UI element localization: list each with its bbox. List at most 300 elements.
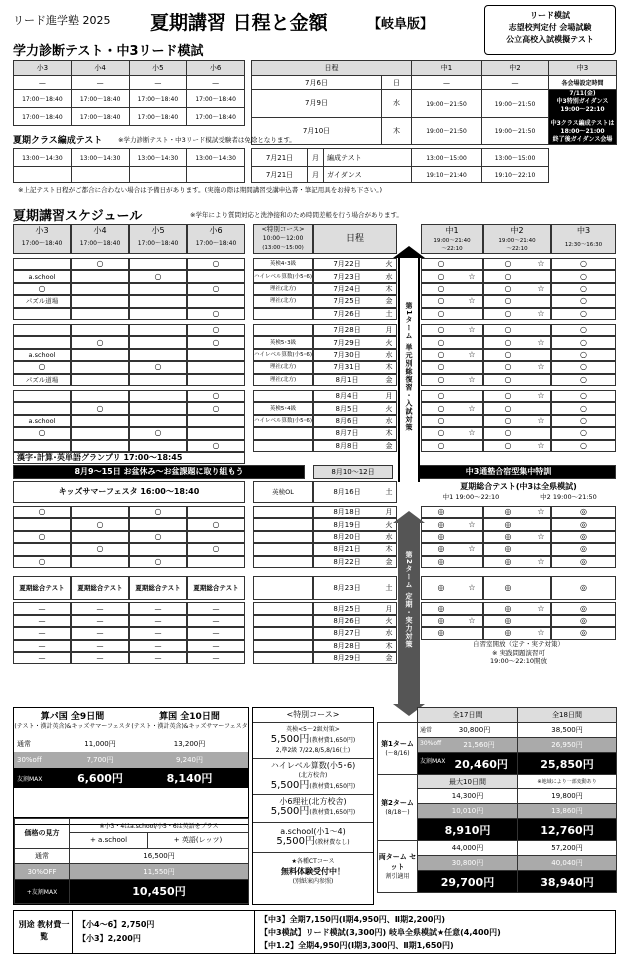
term2-name: 第2ターム xyxy=(381,798,414,807)
double-circle-mark: ◎ xyxy=(437,544,445,554)
cell: 19:00～21:50 xyxy=(482,117,549,145)
cell: 13:00～14:30 xyxy=(129,149,187,167)
materials-e1: 【小4～6】2,750円 xyxy=(78,920,155,929)
price-howto-table xyxy=(14,818,249,904)
circle-mark: ○ xyxy=(580,391,587,401)
chu-name: 中3 xyxy=(576,226,591,235)
double-circle-mark: ◎ xyxy=(580,519,587,529)
special-aschool xyxy=(253,822,373,848)
circle-mark: ○ xyxy=(212,544,220,554)
circle-mark: ○ xyxy=(437,415,445,425)
eiken-note: (教材費1,650円) xyxy=(309,737,356,744)
cell: 17:00～18:40 xyxy=(14,90,72,108)
star-mark: ☆ xyxy=(537,259,545,269)
cell: 17:00～18:40 xyxy=(71,90,129,108)
grade-cell xyxy=(129,258,187,270)
circle-mark: ○ xyxy=(154,362,162,372)
summary-test-label: 夏期総合テスト xyxy=(193,584,239,593)
date-head: 日程 xyxy=(345,234,364,244)
star-mark: ☆ xyxy=(537,337,545,347)
guidance-title: 中3特別ガイダンス xyxy=(556,98,609,105)
circle-mark: ○ xyxy=(504,337,512,347)
star-mark: ☆ xyxy=(537,283,545,293)
circle-mark: ○ xyxy=(437,259,445,269)
special-cell xyxy=(253,427,313,439)
star-mark: ☆ xyxy=(537,391,545,401)
dash-mark: — xyxy=(96,604,104,613)
grade-name: 小4 xyxy=(93,226,107,235)
grade-cell xyxy=(13,402,71,414)
star-mark: ☆ xyxy=(468,403,476,413)
camp-text: 中3通塾合宿型集中特訓 xyxy=(465,467,552,476)
rs-name: 小6理社(北方校舎) xyxy=(279,797,347,806)
date-value: 7月30日 xyxy=(333,350,361,359)
dash-mark: — xyxy=(38,641,46,650)
special-cell xyxy=(253,390,313,402)
circle-mark: ○ xyxy=(504,362,512,372)
weekday-value: 木 xyxy=(385,284,393,293)
circle-mark: ○ xyxy=(504,391,512,401)
normal-9: 11,000円 xyxy=(84,740,116,748)
normal-label: 通常 xyxy=(17,740,31,748)
grade-cell xyxy=(129,518,187,530)
double-circle-mark: ◎ xyxy=(504,628,512,638)
chu-name: 中2 xyxy=(510,226,524,235)
circle-mark: ○ xyxy=(437,296,445,306)
grade-cell xyxy=(129,336,187,348)
double-circle-mark: ◎ xyxy=(504,531,512,541)
price-chu-table xyxy=(377,707,617,893)
t1-max-1-value: 20,460円 xyxy=(454,757,508,771)
double-circle-mark: ◎ xyxy=(580,628,587,638)
grade-cell xyxy=(71,361,129,373)
star-mark: ☆ xyxy=(537,603,545,613)
circle-mark: ○ xyxy=(38,428,46,438)
date: 7月10日 xyxy=(252,117,382,145)
grade-cell xyxy=(129,440,187,452)
course-9days-title: 算パ国 全9日間 xyxy=(40,712,105,722)
special-cell xyxy=(253,506,313,518)
set-max-2: 38,940円 xyxy=(518,871,617,893)
weekday-value: 火 xyxy=(385,404,393,413)
special-eiken xyxy=(253,722,373,756)
circle-mark: ○ xyxy=(212,283,220,293)
grade-cell xyxy=(71,270,129,282)
grade-cell xyxy=(71,374,129,386)
cell: 13:00～14:30 xyxy=(187,149,245,167)
circle-mark: ○ xyxy=(437,308,445,318)
t1-normal-2: 38,500円 xyxy=(518,723,617,738)
special-course: 理社(北方) xyxy=(269,298,297,305)
circle-mark: ○ xyxy=(580,374,587,384)
cell: 13:00～15:00 xyxy=(412,149,482,167)
date: 7月9日 xyxy=(252,90,382,118)
materials-c3: 【中1.2】全期4,950円(Ⅰ期3,300円、Ⅱ期1,650円) xyxy=(260,941,454,950)
double-circle-mark: ◎ xyxy=(437,615,445,625)
date-value: 7月31日 xyxy=(333,363,361,372)
special-title: <特別コース> xyxy=(286,710,340,719)
weekday-value: 火 xyxy=(385,520,393,529)
t2-note: ※地域により一部変動あり xyxy=(518,775,617,789)
grade-cell xyxy=(129,283,187,295)
circle-mark: ○ xyxy=(437,403,445,413)
col-sho5: 小5 xyxy=(129,61,187,76)
weekday-value: 金 xyxy=(385,297,393,306)
lead-exam-box xyxy=(484,5,616,55)
star-mark: ☆ xyxy=(468,349,476,359)
chu-time: 19:00～21:40 ～22:10 xyxy=(433,237,471,252)
special-course: 理社(北方) xyxy=(269,285,297,292)
special-cell xyxy=(253,518,313,530)
special-cell xyxy=(253,652,313,664)
self-study-3: 19:00～22:10開放 xyxy=(490,656,547,665)
grade-cell xyxy=(71,324,129,336)
special-time2: (13:00～15:00) xyxy=(262,245,304,251)
cell: 17:00～18:40 xyxy=(187,108,245,126)
cell: 17:00～18:40 xyxy=(187,90,245,108)
col-chu2: 中2 xyxy=(482,61,549,76)
cell: — xyxy=(187,76,245,90)
circle-mark: ○ xyxy=(212,308,220,318)
special-cell xyxy=(253,440,313,452)
cell: 19:00～21:50 xyxy=(412,117,482,145)
grade-name: 小6 xyxy=(209,226,223,235)
t2-off-1: 10,010円 xyxy=(418,804,518,819)
weekday-value: 水 xyxy=(385,629,393,638)
t1-max-2: 25,850円 xyxy=(518,753,617,775)
summary-test-label: 夏期総合テスト xyxy=(19,584,65,593)
t2-normal-2: 19,800円 xyxy=(518,789,617,804)
hl-price-row xyxy=(253,781,373,792)
dash-mark: — xyxy=(96,654,104,663)
region-label: 【岐阜版】 xyxy=(368,17,434,32)
special-cell xyxy=(253,324,313,336)
double-circle-mark: ◎ xyxy=(437,507,445,517)
max-10: 8,140円 xyxy=(166,772,213,785)
weekday-value: 水 xyxy=(385,532,393,541)
chu-time: 12:30～16:30 xyxy=(564,241,603,248)
cell: 19:10～21:40 xyxy=(412,167,482,183)
circle-mark: ○ xyxy=(437,428,445,438)
as-price-row xyxy=(253,837,373,848)
date-value: 7月25日 xyxy=(333,297,361,306)
star-mark: ☆ xyxy=(468,296,476,306)
grade-cell xyxy=(71,308,129,320)
col-chu1: 中1 xyxy=(412,61,482,76)
rs-price-row xyxy=(253,807,373,818)
circle-mark: ○ xyxy=(212,519,220,529)
course-9days-sub: (テスト・漢計英含)&キッズサマーフェスタ xyxy=(14,723,131,730)
schedule-title: 夏期講習スケジュール xyxy=(13,209,143,224)
howto-plus-aschool: + a.school xyxy=(70,833,148,849)
grade-cell xyxy=(187,349,245,361)
grade-cell xyxy=(71,349,129,361)
rs-price: 5,500円 xyxy=(270,806,310,817)
special-course: 英検4･3級 xyxy=(269,261,297,268)
howto-max: 10,450円 xyxy=(70,879,249,903)
dash-mark: — xyxy=(96,616,104,625)
grade-cell xyxy=(187,427,245,439)
dash-mark: — xyxy=(212,604,220,613)
circle-mark: ○ xyxy=(504,428,512,438)
weekday-value: 木 xyxy=(385,545,393,554)
weekday: 木 xyxy=(382,117,412,145)
date-value: 8月25日 xyxy=(333,604,361,613)
cell: 19:10～22:10 xyxy=(482,167,549,183)
obon-text: 8月9～15日 お盆休み～お盆課題に取り組もう xyxy=(74,467,244,476)
grade-cell xyxy=(129,295,187,307)
grade-cell xyxy=(187,506,245,518)
chu-name: 中1 xyxy=(445,226,459,235)
howto-off-label: 30%OFF xyxy=(15,864,70,880)
circle-mark: ○ xyxy=(580,362,587,372)
circle-mark: ○ xyxy=(38,556,46,566)
dash-mark: — xyxy=(96,629,104,638)
double-circle-mark: ◎ xyxy=(504,544,512,554)
ct-line1: ★各種CTコース xyxy=(291,858,335,865)
circle-mark: ○ xyxy=(212,440,220,450)
star-mark: ☆ xyxy=(468,271,476,281)
col-sho4: 小4 xyxy=(71,61,129,76)
circle-mark: ○ xyxy=(96,544,104,554)
dash-mark: — xyxy=(212,641,220,650)
circle-mark: ○ xyxy=(580,337,587,347)
puzzle-label: パズル道場 xyxy=(25,297,59,306)
hl-note: (教材費1,650円) xyxy=(309,783,356,790)
section2-note: ※学力診断テスト・中3リード模試受験者は免除となります。 xyxy=(118,136,296,144)
circle-mark: ○ xyxy=(580,308,587,318)
circle-mark: ○ xyxy=(38,283,46,293)
circle-mark: ○ xyxy=(580,440,587,450)
howto-normal-label: 通常 xyxy=(15,848,70,864)
lead-exam-line2: 公立高校入試模擬テスト xyxy=(506,35,594,44)
date-value: 7月22日 xyxy=(333,260,361,269)
guidance-note3: 終了後ガイダンス会場 xyxy=(552,136,613,143)
weekday-value: 木 xyxy=(385,429,393,438)
weekday-value: 月 xyxy=(385,604,393,613)
circle-mark: ○ xyxy=(437,391,445,401)
aschool-label: a.school xyxy=(28,416,56,425)
dash-mark: — xyxy=(96,641,104,650)
circle-mark: ○ xyxy=(212,337,220,347)
circle-mark: ○ xyxy=(437,349,445,359)
grade-cell xyxy=(129,415,187,427)
grade-cell xyxy=(13,518,71,530)
double-circle-mark: ◎ xyxy=(580,556,587,566)
chu-time: 19:00～21:40 ～22:10 xyxy=(498,237,536,252)
special-course: 英検5･3級 xyxy=(269,339,297,346)
double-circle-mark: ◎ xyxy=(504,603,512,613)
weekday-value: 火 xyxy=(385,260,393,269)
section1-right-table xyxy=(251,60,617,145)
normal-label: 通常 xyxy=(420,727,433,734)
double-circle-mark: ◎ xyxy=(504,583,512,593)
section2-right-table xyxy=(251,148,549,183)
weekday-value: 月 xyxy=(385,508,393,517)
double-circle-mark: ◎ xyxy=(437,583,445,593)
circle-mark: ○ xyxy=(580,296,587,306)
weekday: 月 xyxy=(308,149,324,167)
cell: — xyxy=(129,76,187,90)
date-value: 8月4日 xyxy=(335,392,359,401)
circle-mark: ○ xyxy=(96,259,104,269)
double-circle-mark: ◎ xyxy=(580,603,587,613)
grade-cell xyxy=(187,295,245,307)
special-ct xyxy=(253,852,373,887)
date-value: 8月28日 xyxy=(333,641,361,650)
grade-cell xyxy=(13,390,71,402)
self-study-2: ※ 実践問題演習可 xyxy=(491,648,545,657)
col-sho6: 小6 xyxy=(187,61,245,76)
t1-normal-1 xyxy=(418,723,518,738)
grade-cell xyxy=(129,402,187,414)
term1-label xyxy=(378,723,418,775)
star-mark: ☆ xyxy=(468,374,476,384)
date-value: 7月26日 xyxy=(333,309,361,318)
circle-mark: ○ xyxy=(580,325,587,335)
special-rs xyxy=(253,794,373,818)
t2-max-1: 8,910円 xyxy=(418,819,518,841)
star-mark: ☆ xyxy=(537,556,545,566)
course-9days xyxy=(14,708,131,736)
date: 7月21日 xyxy=(252,167,308,183)
circle-mark: ○ xyxy=(504,403,512,413)
star-mark: ☆ xyxy=(468,583,476,593)
hl-sub: (北方校舎) xyxy=(298,772,328,779)
weekday-value: 水 xyxy=(385,350,393,359)
circle-mark: ○ xyxy=(154,531,162,541)
circle-mark: ○ xyxy=(437,440,445,450)
double-circle-mark: ◎ xyxy=(504,556,512,566)
howto-plus-english: + 英語(レッツ) xyxy=(148,833,249,849)
date-value: 8月29日 xyxy=(333,654,361,663)
star-mark: ☆ xyxy=(537,415,545,425)
grade-cell xyxy=(13,440,71,452)
circle-mark: ○ xyxy=(580,283,587,293)
dash-mark: — xyxy=(212,654,220,663)
grade-cell xyxy=(187,374,245,386)
grade-cell xyxy=(187,556,245,568)
date-value: 7月23日 xyxy=(333,272,361,281)
t1-normal-1-value: 30,800円 xyxy=(458,726,491,734)
circle-mark: ○ xyxy=(504,349,512,359)
circle-mark: ○ xyxy=(580,428,587,438)
weekday-value: 木 xyxy=(385,641,393,650)
term2-label: 第2ターム 定期・実力対策 xyxy=(405,550,413,648)
double-circle-mark: ◎ xyxy=(437,531,445,541)
special-hl xyxy=(253,758,373,792)
double-circle-mark: ◎ xyxy=(437,556,445,566)
t1-off-2: 26,950円 xyxy=(518,738,617,753)
star-mark: ☆ xyxy=(537,440,545,450)
obon-date: 8月10～12日 xyxy=(331,468,375,476)
course-10days-sub: (テスト・漢計英含)&キッズサマーフェスタ xyxy=(131,723,248,730)
special-cell xyxy=(253,308,313,320)
star-mark: ☆ xyxy=(537,531,545,541)
lead-exam-line1: 志望校判定付 会場試験 xyxy=(508,23,592,32)
grade-cell xyxy=(13,258,71,270)
date-value: 7月29日 xyxy=(333,338,361,347)
schedule-grid xyxy=(13,224,616,702)
dash-mark: — xyxy=(154,629,162,638)
course-10days xyxy=(131,708,248,736)
t2-off-2: 13,860円 xyxy=(518,804,617,819)
circle-mark: ○ xyxy=(437,337,445,347)
grade-cell xyxy=(187,361,245,373)
grade-cell xyxy=(71,415,129,427)
date-value: 8月27日 xyxy=(333,629,361,638)
special-time1: 10:00～12:00 xyxy=(262,235,304,242)
dash-mark: — xyxy=(38,629,46,638)
ct-line2: 無料体験受付中！ xyxy=(281,867,345,876)
t1-off-1 xyxy=(418,738,518,753)
special-cell xyxy=(253,576,313,600)
set-name: 両ターム セット xyxy=(378,852,417,871)
dash-mark: — xyxy=(154,654,162,663)
cell: 19:00～21:50 xyxy=(482,90,549,118)
page-title: 夏期講習 日程と金額 xyxy=(150,12,328,34)
guidance-note1: 中3クラス編成テストは xyxy=(550,120,615,127)
dash-mark: — xyxy=(38,654,46,663)
circle-mark: ○ xyxy=(38,507,46,517)
double-circle-mark: ◎ xyxy=(437,628,445,638)
weekday-value: 土 xyxy=(385,309,393,318)
circle-mark: ○ xyxy=(580,349,587,359)
weekday-value: 水 xyxy=(385,272,393,281)
cell: 13:00～14:30 xyxy=(71,149,129,167)
star-mark: ☆ xyxy=(537,628,545,638)
off-label: 30%off xyxy=(17,756,42,764)
special-course: ハイレベル算数(小5･6) xyxy=(253,417,313,424)
date-value: 8月5日 xyxy=(335,404,359,413)
circle-mark: ○ xyxy=(212,259,220,269)
circle-mark: ○ xyxy=(437,374,445,384)
circle-mark: ○ xyxy=(212,325,220,335)
normal-10: 13,200円 xyxy=(173,740,206,748)
col-sho3: 小3 xyxy=(14,61,72,76)
dash-mark: — xyxy=(154,604,162,613)
star-mark: ☆ xyxy=(537,362,545,372)
grade-cell xyxy=(129,390,187,402)
double-circle-mark: ◎ xyxy=(504,507,512,517)
term2-arrow-up-icon xyxy=(393,511,425,523)
special-cell xyxy=(253,615,313,627)
grade-cell xyxy=(129,543,187,555)
term1-arrow-up-icon xyxy=(393,246,425,258)
off-label: 30%off xyxy=(420,740,442,747)
aug16-weekday: 土 xyxy=(385,488,393,496)
term2-sub: (8/18～) xyxy=(385,808,410,816)
cell: 17:00～18:40 xyxy=(129,90,187,108)
grade-time: 17:00～18:40 xyxy=(21,240,63,247)
price-elementary-box xyxy=(13,707,249,825)
grade-cell xyxy=(71,440,129,452)
date-value: 8月1日 xyxy=(335,375,359,384)
grade-cell xyxy=(13,543,71,555)
date-value: 7月28日 xyxy=(333,326,361,335)
date-value: 8月7日 xyxy=(335,429,359,438)
circle-mark: ○ xyxy=(504,415,512,425)
cell: 17:00～18:40 xyxy=(14,108,72,126)
materials-box xyxy=(13,910,616,954)
weekday-value: 水 xyxy=(385,416,393,425)
price-howto-box xyxy=(13,817,249,905)
cell: 各会場設定時間 xyxy=(549,76,617,90)
circle-mark: ○ xyxy=(96,403,104,413)
howto-label: 価格の見方 xyxy=(15,819,70,849)
eiken-name: 英検<5～2級対策> xyxy=(286,726,340,733)
weekday-value: 木 xyxy=(385,363,393,372)
